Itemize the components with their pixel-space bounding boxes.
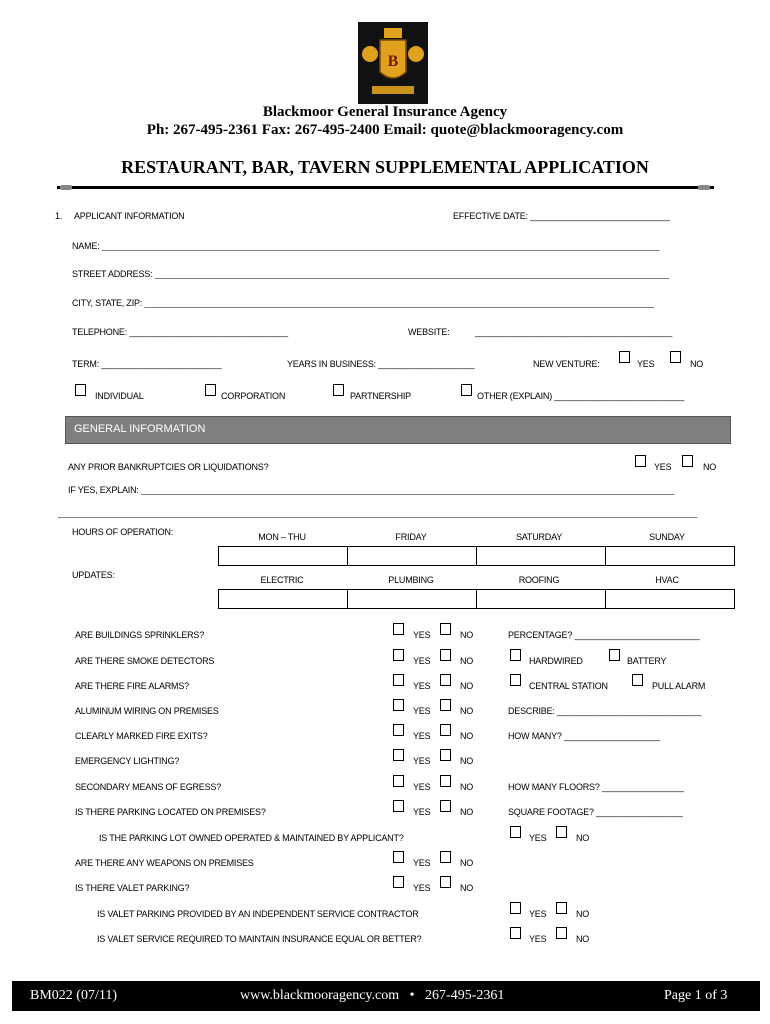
- square-footage-field[interactable]: SQUARE FOOTAGE? __________________: [508, 807, 683, 817]
- updates-cell-electric[interactable]: [219, 590, 348, 609]
- hours-col-mon-thu: MON – THU: [258, 532, 306, 542]
- valet-insurance-no-checkbox[interactable]: [556, 927, 567, 939]
- individual-label: INDIVIDUAL: [95, 391, 144, 401]
- sprinklers-yes-label: YES: [413, 630, 431, 640]
- aluminum-yes-label: YES: [413, 706, 431, 716]
- agency-contact: Ph: 267-495-2361 Fax: 267-495-2400 Email: quote@blackmooragency.com: [146, 122, 624, 138]
- parking-owned-yes-checkbox[interactable]: [510, 826, 521, 838]
- hours-cell-friday[interactable]: [348, 547, 477, 566]
- central-station-label: CENTRAL STATION: [529, 681, 608, 691]
- name-field[interactable]: NAME: ____________________________________________________________________________________________________________________: [72, 241, 660, 251]
- parking-no-label: NO: [460, 807, 474, 817]
- weapons-yes-label: YES: [413, 858, 431, 868]
- question-valet-insurance: IS VALET SERVICE REQUIRED TO MAINTAIN INSURANCE EQUAL OR BETTER?: [97, 934, 422, 944]
- emergency-yes-label: YES: [413, 756, 431, 766]
- title-rule: [57, 186, 714, 189]
- question-valet: IS THERE VALET PARKING?: [75, 883, 190, 893]
- smoke-yes-label: YES: [413, 656, 431, 666]
- footer-website-phone: www.blackmooragency.com • 267-495-2361: [240, 988, 505, 1003]
- hardwired-label: HARDWIRED: [529, 656, 583, 666]
- section-heading: APPLICANT INFORMATION: [74, 211, 185, 221]
- updates-col-hvac: HVAC: [655, 575, 679, 585]
- valet-no-label: NO: [460, 883, 474, 893]
- parking-owned-no-label: NO: [576, 833, 590, 843]
- how-many-floors-field[interactable]: HOW MANY FLOORS? _________________: [508, 782, 684, 792]
- page-footer: [12, 981, 760, 1011]
- section-number: 1.: [55, 211, 63, 221]
- form-number: BM022 (07/11): [30, 988, 117, 1003]
- rule-cap-right: [698, 185, 710, 190]
- effective-date-field[interactable]: EFFECTIVE DATE: _____________________________: [453, 211, 670, 221]
- new-venture-yes-checkbox[interactable]: [619, 351, 630, 363]
- question-parking: IS THERE PARKING LOCATED ON PREMISES?: [75, 807, 266, 817]
- question-sprinklers: ARE BUILDINGS SPRINKLERS?: [75, 630, 205, 640]
- aluminum-yes-checkbox[interactable]: [393, 699, 404, 711]
- pull-alarm-checkbox[interactable]: [632, 674, 643, 686]
- central-station-checkbox[interactable]: [510, 674, 521, 686]
- fire-exits-no-label: NO: [460, 731, 474, 741]
- battery-checkbox[interactable]: [609, 649, 620, 661]
- bankruptcies-yes-label: YES: [654, 462, 672, 472]
- question-fire-exits: CLEARLY MARKED FIRE EXITS?: [75, 731, 208, 741]
- telephone-field[interactable]: TELEPHONE: _________________________________: [72, 327, 288, 337]
- updates-cell-plumbing[interactable]: [348, 590, 477, 609]
- valet-yes-label: YES: [413, 883, 431, 893]
- aluminum-no-checkbox[interactable]: [440, 699, 451, 711]
- city-state-zip-field[interactable]: CITY, STATE, ZIP: __________________________________________________________________________________________________________: [72, 298, 654, 308]
- general-information-title: GENERAL INFORMATION: [74, 423, 206, 435]
- valet-contractor-yes-checkbox[interactable]: [510, 902, 521, 914]
- emergency-no-label: NO: [460, 756, 474, 766]
- bankruptcies-question: ANY PRIOR BANKRUPTCIES OR LIQUIDATIONS?: [68, 462, 269, 472]
- aluminum-no-label: NO: [460, 706, 474, 716]
- rule-cap-left: [60, 185, 72, 190]
- updates-col-electric: ELECTRIC: [260, 575, 304, 585]
- hours-col-saturday: SATURDAY: [515, 532, 563, 542]
- valet-contractor-no-label: NO: [576, 909, 590, 919]
- updates-cell-roofing[interactable]: [477, 590, 606, 609]
- bankruptcies-no-label: NO: [703, 462, 717, 472]
- valet-contractor-yes-label: YES: [529, 909, 547, 919]
- valet-insurance-yes-label: YES: [529, 934, 547, 944]
- fire-exits-yes-label: YES: [413, 731, 431, 741]
- parking-no-checkbox[interactable]: [440, 800, 451, 812]
- corporation-label: CORPORATION: [221, 391, 286, 401]
- hours-col-sunday: SUNDAY: [649, 532, 685, 542]
- street-address-field[interactable]: STREET ADDRESS: ___________________________________________________________________________________________________________: [72, 269, 669, 279]
- hours-cell-sunday[interactable]: [606, 547, 735, 566]
- updates-cell-hvac[interactable]: [606, 590, 735, 609]
- fire-alarms-no-label: NO: [460, 681, 474, 691]
- parking-owned-yes-label: YES: [529, 833, 547, 843]
- updates-col-roofing: ROOFING: [518, 575, 560, 585]
- hours-of-operation-label: HOURS OF OPERATION:: [72, 527, 174, 537]
- corporation-checkbox[interactable]: [205, 384, 216, 396]
- fire-alarms-yes-checkbox[interactable]: [393, 674, 404, 686]
- hours-table: [218, 546, 735, 566]
- new-venture-no-label: NO: [690, 359, 704, 369]
- fire-alarms-yes-label: YES: [413, 681, 431, 691]
- question-weapons: ARE THERE ANY WEAPONS ON PREMISES: [75, 858, 254, 868]
- updates-label: UPDATES:: [72, 570, 115, 580]
- emergency-no-checkbox[interactable]: [440, 749, 451, 761]
- agency-name: Blackmoor General Insurance Agency: [262, 104, 508, 120]
- question-egress: SECONDARY MEANS OF EGRESS?: [75, 782, 222, 792]
- parking-yes-label: YES: [413, 807, 431, 817]
- website-label: WEBSITE:: [408, 327, 450, 337]
- question-smoke-detectors: ARE THERE SMOKE DETECTORS: [75, 656, 215, 666]
- partnership-checkbox[interactable]: [333, 384, 344, 396]
- battery-label: BATTERY: [627, 656, 667, 666]
- weapons-yes-checkbox[interactable]: [393, 851, 404, 863]
- fire-alarms-no-checkbox[interactable]: [440, 674, 451, 686]
- parking-yes-checkbox[interactable]: [393, 800, 404, 812]
- new-venture-label: NEW VENTURE:: [533, 359, 600, 369]
- egress-yes-checkbox[interactable]: [393, 775, 404, 787]
- hours-col-friday: FRIDAY: [395, 532, 427, 542]
- agency-logo: [358, 22, 428, 104]
- question-fire-alarms: ARE THERE FIRE ALARMS?: [75, 681, 189, 691]
- smoke-no-label: NO: [460, 656, 474, 666]
- other-checkbox[interactable]: [461, 384, 472, 396]
- individual-checkbox[interactable]: [75, 384, 86, 396]
- updates-table: [218, 589, 735, 609]
- svg-text:B: B: [387, 53, 399, 70]
- other-explain-field[interactable]: OTHER (EXPLAIN) ___________________________: [477, 391, 685, 401]
- question-parking-owned: IS THE PARKING LOT OWNED OPERATED & MAINTAINED BY APPLICANT?: [99, 833, 404, 843]
- sprinklers-yes-checkbox[interactable]: [393, 623, 404, 635]
- fire-exits-no-checkbox[interactable]: [440, 724, 451, 736]
- sprinklers-no-label: NO: [460, 630, 474, 640]
- bankruptcies-yes-checkbox[interactable]: [635, 455, 646, 467]
- page-number: Page 1 of 3: [664, 988, 728, 1003]
- partnership-label: PARTNERSHIP: [350, 391, 411, 401]
- smoke-no-checkbox[interactable]: [440, 649, 451, 661]
- explain-continuation-line[interactable]: _____________________________________________________________________________________________________________________________________: [58, 508, 698, 518]
- percentage-field[interactable]: PERCENTAGE? __________________________: [508, 630, 700, 640]
- weapons-no-checkbox[interactable]: [440, 851, 451, 863]
- pull-alarm-label: PULL ALARM: [652, 681, 706, 691]
- valet-insurance-no-label: NO: [576, 934, 590, 944]
- page-title: RESTAURANT, BAR, TAVERN SUPPLEMENTAL APPLICATION: [121, 157, 649, 177]
- updates-col-plumbing: PLUMBING: [388, 575, 434, 585]
- hours-cell-mon-thu[interactable]: [219, 547, 348, 566]
- valet-no-checkbox[interactable]: [440, 876, 451, 888]
- fire-exits-yes-checkbox[interactable]: [393, 724, 404, 736]
- question-emergency-lighting: EMERGENCY LIGHTING?: [75, 756, 180, 766]
- weapons-no-label: NO: [460, 858, 474, 868]
- hours-cell-saturday[interactable]: [477, 547, 606, 566]
- emergency-yes-checkbox[interactable]: [393, 749, 404, 761]
- valet-yes-checkbox[interactable]: [393, 876, 404, 888]
- parking-owned-no-checkbox[interactable]: [556, 826, 567, 838]
- bankruptcies-no-checkbox[interactable]: [682, 455, 693, 467]
- years-in-business-field[interactable]: YEARS IN BUSINESS: ____________________: [287, 359, 475, 369]
- question-aluminum-wiring: ALUMINUM WIRING ON PREMISES: [75, 706, 219, 716]
- hardwired-checkbox[interactable]: [510, 649, 521, 661]
- egress-yes-label: YES: [413, 782, 431, 792]
- how-many-exits-field[interactable]: HOW MANY? ____________________: [508, 731, 661, 741]
- valet-insurance-yes-checkbox[interactable]: [510, 927, 521, 939]
- valet-contractor-no-checkbox[interactable]: [556, 902, 567, 914]
- egress-no-label: NO: [460, 782, 474, 792]
- website-field[interactable]: _________________________________________: [475, 327, 673, 337]
- new-venture-yes-label: YES: [637, 359, 655, 369]
- question-valet-contractor: IS VALET PARKING PROVIDED BY AN INDEPENDENT SERVICE CONTRACTOR: [97, 909, 419, 919]
- term-field[interactable]: TERM: _________________________: [72, 359, 222, 369]
- egress-no-checkbox[interactable]: [440, 775, 451, 787]
- sprinklers-no-checkbox[interactable]: [440, 623, 451, 635]
- general-information-band: [65, 416, 731, 444]
- new-venture-no-checkbox[interactable]: [670, 351, 681, 363]
- smoke-yes-checkbox[interactable]: [393, 649, 404, 661]
- explain-field[interactable]: IF YES, EXPLAIN: _______________________________________________________________________________________________________________: [68, 485, 675, 495]
- describe-field[interactable]: DESCRIBE: ______________________________: [508, 706, 702, 716]
